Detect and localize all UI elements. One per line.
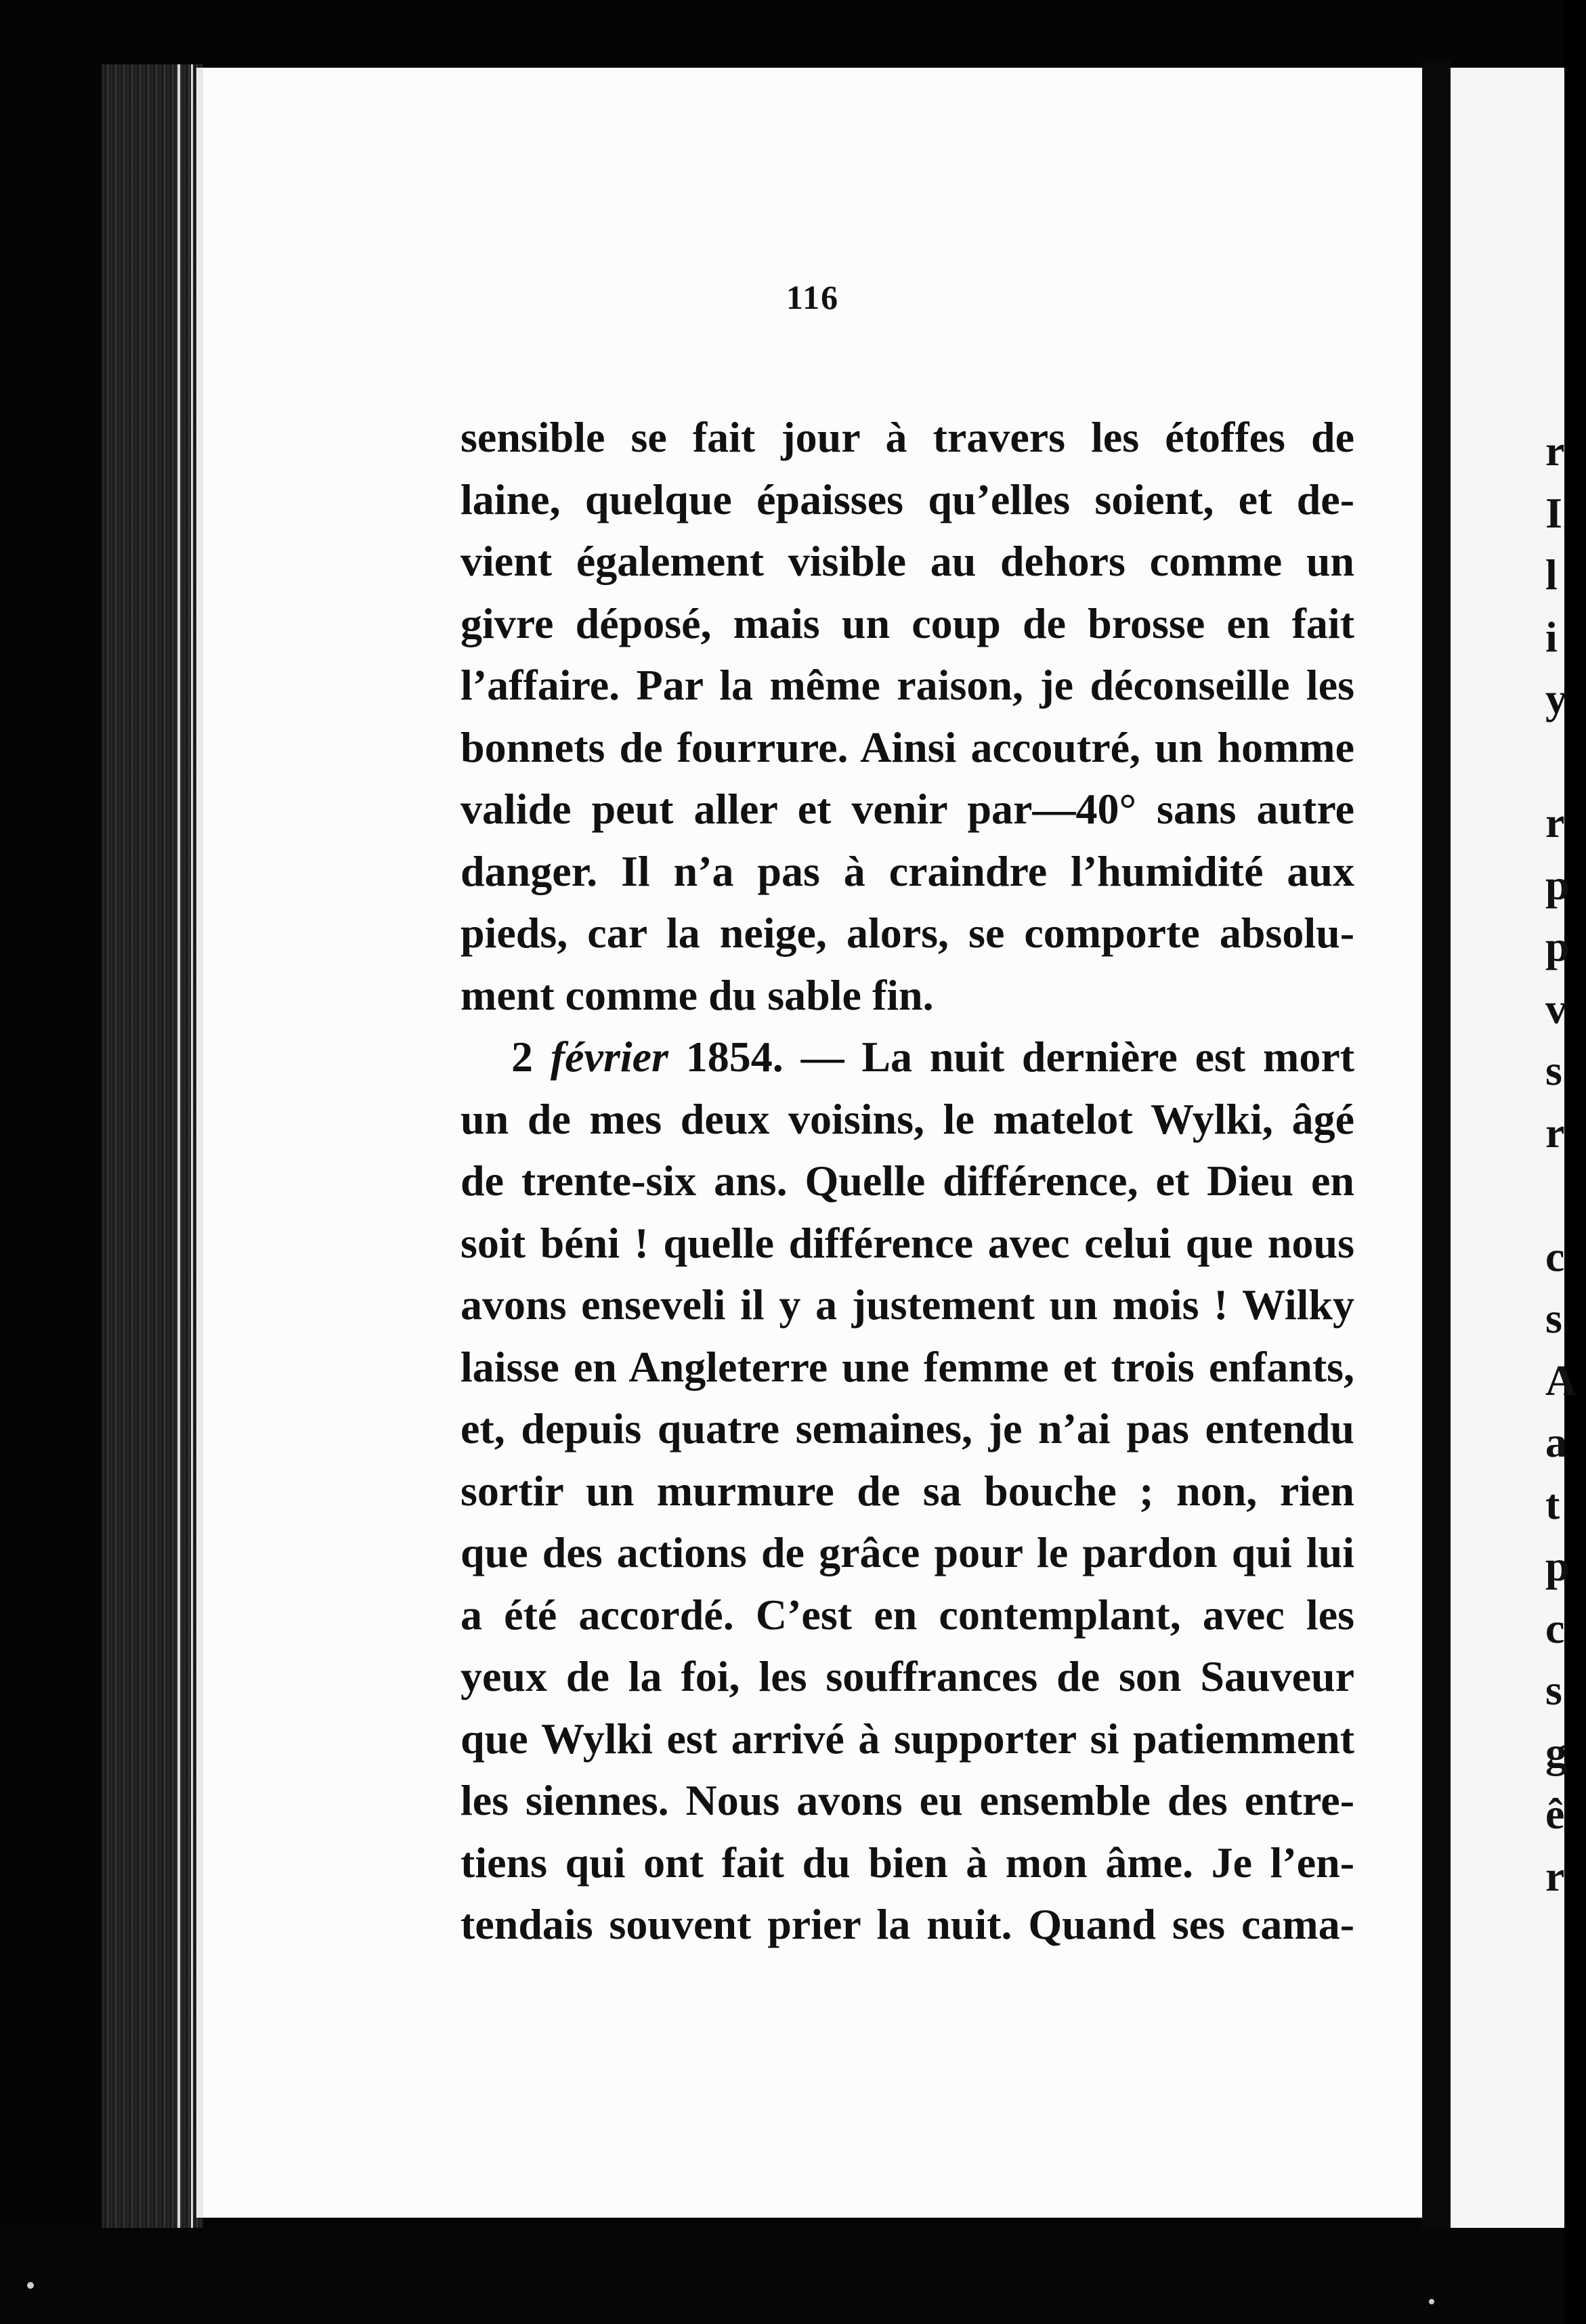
right-page-fragment: A bbox=[1545, 1356, 1577, 1404]
entry-date-year: 1854. bbox=[685, 1033, 784, 1081]
body-text bbox=[460, 406, 1354, 1956]
right-page-fragment: c bbox=[1545, 1232, 1565, 1281]
dust-speck bbox=[27, 2282, 34, 2289]
right-page-fragment: i bbox=[1545, 612, 1558, 661]
entry-first-line: — La nuit dernière est mort bbox=[800, 1033, 1355, 1081]
right-page-fragment bbox=[1545, 730, 1586, 792]
right-page-fragment: p bbox=[1545, 860, 1570, 909]
text-line: avons enseveli il y a justement un mois ! Wilky bbox=[460, 1281, 1354, 1329]
text-line: un de mes deux voisins, le matelot Wylki, âgé bbox=[460, 1094, 1354, 1143]
right-page-fragment: s bbox=[1545, 1294, 1562, 1342]
text-line: givre déposé, mais un coup de brosse en fait bbox=[460, 599, 1354, 647]
right-page-fragment: l bbox=[1545, 551, 1558, 599]
page-edge-line bbox=[177, 64, 180, 2231]
text-line: laisse en Angleterre une femme et trois enfants, bbox=[460, 1342, 1354, 1391]
right-page-fragment: c bbox=[1545, 1604, 1565, 1652]
right-page-fragment: r bbox=[1545, 798, 1565, 846]
text-line: et, depuis quatre semaines, je n’ai pas entendu bbox=[460, 1404, 1354, 1452]
right-page-fragment: p bbox=[1545, 1542, 1570, 1590]
text-line: soit béni ! quelle différence avec celui que nous bbox=[460, 1218, 1354, 1267]
right-page-sliver bbox=[1451, 68, 1577, 2235]
right-page-fragment: s bbox=[1545, 1666, 1562, 1714]
text-line: que Wylki est arrivé à supporter si patiemment bbox=[460, 1714, 1354, 1763]
text-line: que des actions de grâce pour le pardon qui lui bbox=[460, 1528, 1354, 1576]
text-line: valide peut aller et venir par—40° sans autre bbox=[460, 785, 1354, 833]
right-page-fragment: y bbox=[1545, 674, 1567, 723]
right-page-fragment bbox=[1545, 1163, 1586, 1226]
text-line: pieds, car la neige, alors, se comporte absolu- bbox=[460, 909, 1354, 957]
right-page-fragment: I bbox=[1545, 488, 1562, 537]
right-page-fragment: v bbox=[1545, 984, 1567, 1033]
right-page-fragment: g bbox=[1545, 1727, 1567, 1776]
right-page-fragment: p bbox=[1545, 922, 1570, 970]
right-page-fragment: s bbox=[1545, 1046, 1562, 1094]
right-page-fragment: r bbox=[1545, 1851, 1565, 1900]
text-line: ment comme du sable fin. bbox=[460, 970, 934, 1019]
page-number: 116 bbox=[786, 278, 840, 316]
text-line: sortir un murmure de sa bouche ; non, rien bbox=[460, 1466, 1354, 1515]
book-page-edges bbox=[102, 64, 203, 2231]
right-page-fragment: t bbox=[1545, 1480, 1560, 1528]
diary-entry-heading bbox=[460, 1026, 1354, 1088]
text-line: tiens qui ont fait du bien à mon âme. Je l’en- bbox=[460, 1838, 1354, 1887]
left-page bbox=[196, 68, 1422, 2218]
right-page-fragment: ê bbox=[1545, 1790, 1565, 1838]
text-line: tendais souvent prier la nuit. Quand ses cama- bbox=[460, 1900, 1354, 1948]
entry-date-day: 2 bbox=[511, 1033, 533, 1081]
right-page-text-fragments bbox=[1545, 420, 1586, 1907]
text-line: vient également visible au dehors comme un bbox=[460, 537, 1354, 585]
right-page-fragment: r bbox=[1545, 1108, 1565, 1157]
text-line: l’affaire. Par la même raison, je déconseille les bbox=[460, 661, 1354, 709]
text-line: sensible se fait jour à travers les étoffes de bbox=[460, 413, 1354, 461]
text-line: de trente-six ans. Quelle différence, et Dieu en bbox=[460, 1157, 1354, 1205]
text-line: laine, quelque épaisses qu’elles soient, et de- bbox=[460, 475, 1354, 523]
right-page-fragment: a bbox=[1545, 1418, 1567, 1466]
page-edge-line bbox=[191, 64, 193, 2231]
entry-date-month: février bbox=[550, 1033, 668, 1081]
text-line: bonnets de fourrure. Ainsi accoutré, un homme bbox=[460, 723, 1354, 771]
text-line: danger. Il n’a pas à craindre l’humidité aux bbox=[460, 846, 1354, 895]
dust-speck bbox=[1429, 2299, 1434, 2304]
right-page-fragment: r bbox=[1545, 427, 1565, 475]
scan-bottom-border bbox=[0, 2228, 1564, 2324]
text-line: a été accordé. C’est en contemplant, avec les bbox=[460, 1590, 1354, 1639]
text-line: yeux de la foi, les souffrances de son Sauveur bbox=[460, 1652, 1354, 1700]
text-line: les siennes. Nous avons eu ensemble des entre- bbox=[460, 1776, 1354, 1824]
book-gutter bbox=[1422, 61, 1451, 2228]
